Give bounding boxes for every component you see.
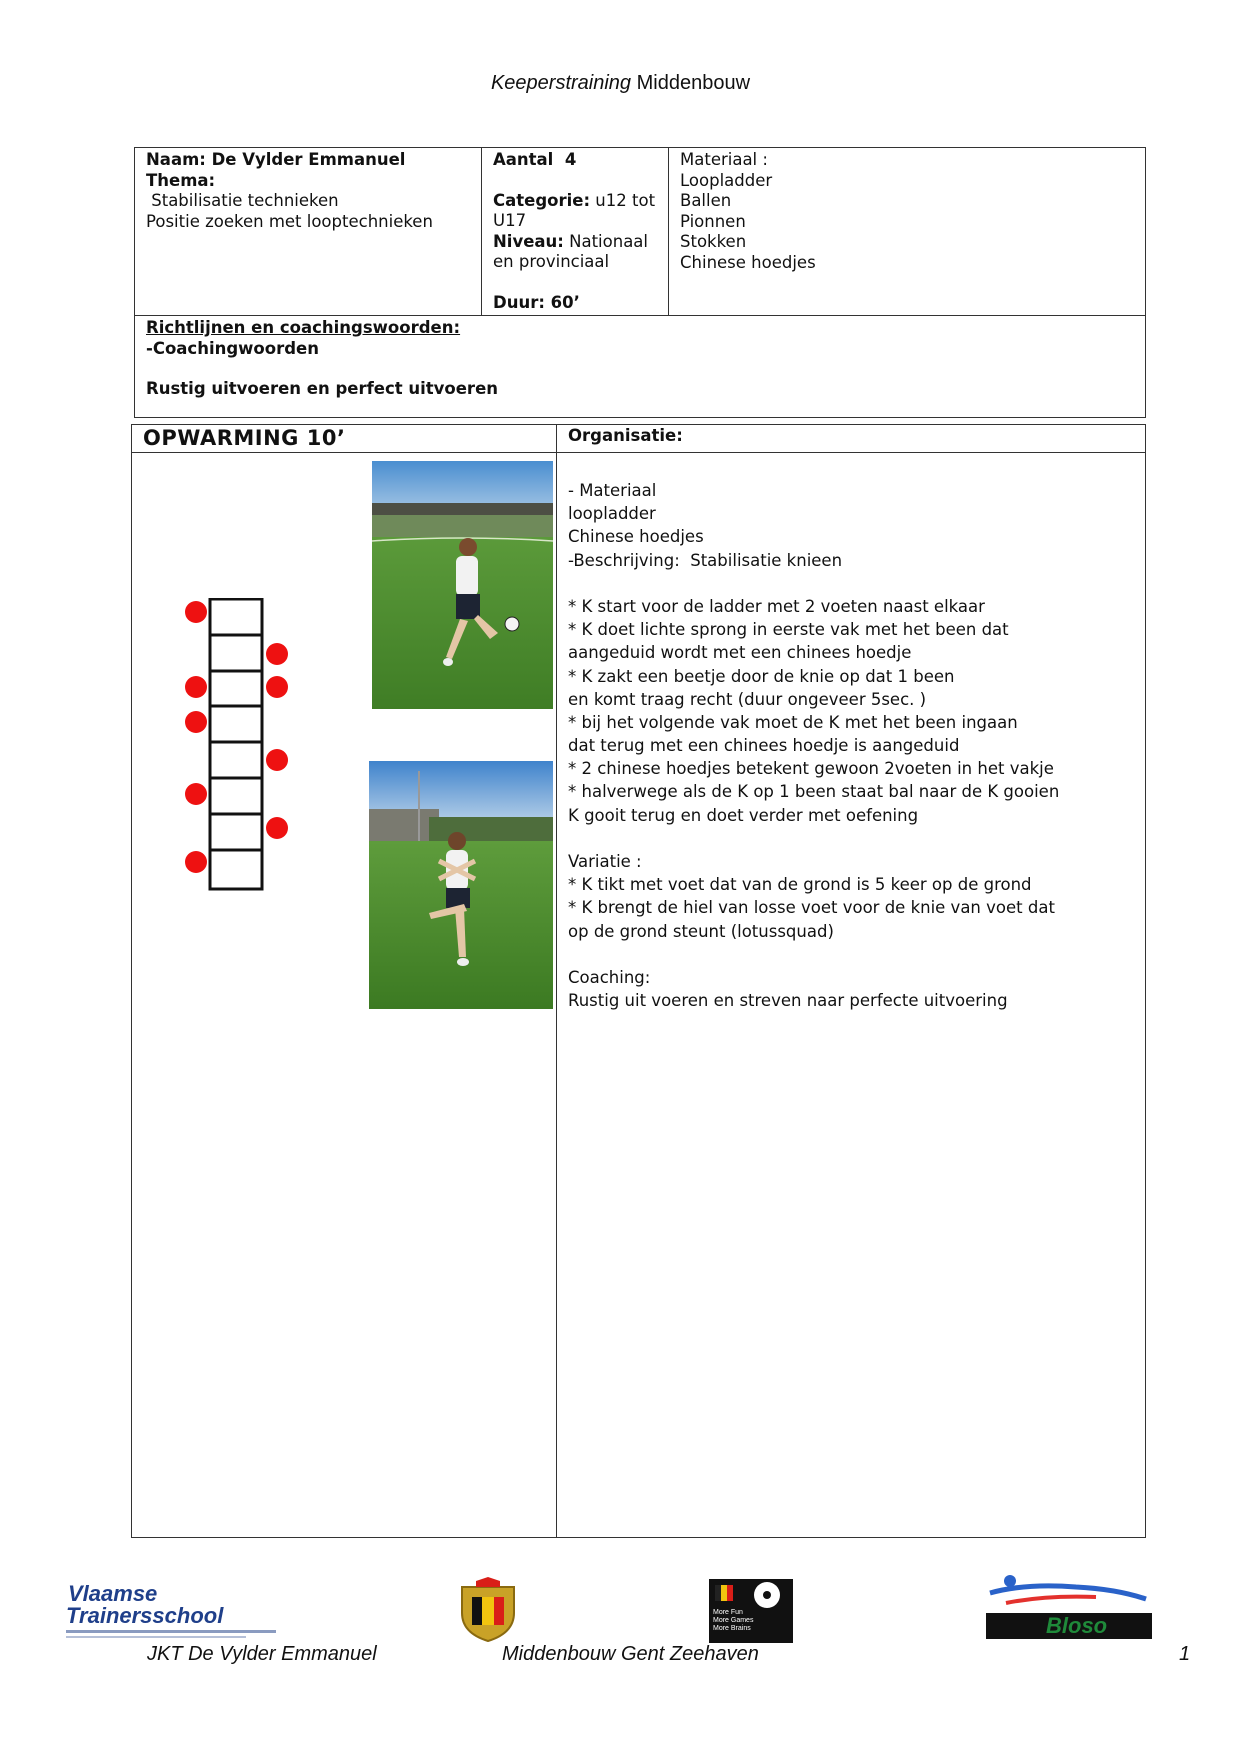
description-line: * K doet lichte sprong in eerste vak met het been dat [568,620,1009,640]
materiaal-item: Stokken [680,232,747,251]
description-line: aangeduid wordt met een chinees hoedje [568,643,912,663]
cone [185,783,207,805]
section-title-cell [132,425,557,453]
exercise-table [131,424,1146,1538]
description-line: * K tikt met voet dat van de grond is 5 keer op de grond [568,875,1032,895]
materiaal-item: Chinese hoedjes [680,252,816,272]
rbfa-crest-logo [452,1577,524,1647]
description-line: * K start voor de ladder met 2 voeten naast elkaar [568,596,985,616]
page-number: 1 [1179,1643,1191,1665]
niveau-label: Niveau: [493,231,564,251]
cone [185,711,207,733]
description-line: en komt traag recht (duur ongeveer 5sec. ) [568,689,927,709]
categorie-value: u12 tot [590,190,656,210]
description-line: loopladder [568,504,656,524]
description-line: * K brengt de hiel van losse voet voor de knie van voet dat [568,898,1055,918]
photo-lotus-squat [369,761,553,1009]
description-line: * bij het volgende vak moet de K met het been ingaan [568,712,1018,732]
description-line: dat terug met een chinees hoedje is aangeduid [568,736,960,756]
foot-education-logo [709,1579,793,1643]
materiaal-item: Loopladder [680,170,773,190]
guidelines-subtitle: -Coachingwoorden [146,338,319,358]
description-line: * 2 chinese hoedjes betekent gewoon 2voeten in het vakje [568,759,1054,779]
description-line: * K zakt een beetje door de knie op dat 1 been [568,666,955,686]
organisatie-label: Organisatie: [568,426,683,445]
cone [185,601,207,623]
ladder-diagram [180,598,290,893]
description-line: op de grond steunt (lotussquad) [568,921,834,941]
vlaamse-trainersschool-logo [66,1583,276,1638]
materiaal-item: Ballen [680,191,732,210]
header-title-rest: Middenbouw [636,72,751,94]
foot-line2: More Games [713,1617,754,1624]
categorie-label: Categorie: [493,190,591,210]
description-line [568,572,1134,595]
guidelines-title: Richtlijnen en coachingswoorden: [146,318,461,337]
categorie-value-2: U17 [493,211,527,230]
description-line: Coaching: [568,967,651,987]
header-title-italic: Keeperstraining [490,72,632,94]
vts-line2: Trainersschool [66,1603,224,1628]
description-line: K gooit terug en doet verder met oefening [568,805,919,825]
aantal-cell [482,148,669,316]
cones-group [185,601,288,873]
info-table [134,147,1146,418]
niveau-value: Nationaal [563,231,649,251]
cone [185,676,207,698]
duur-label: Duur: 60’ [493,292,580,312]
footer-author: JKT De Vylder Emmanuel [147,1643,377,1665]
materiaal-item: Pionnen [680,211,746,231]
naam-label: Naam: De Vylder Emmanuel [146,150,406,169]
cone [266,676,288,698]
cone [266,749,288,771]
thema-line-1: Stabilisatie technieken [146,191,339,210]
foot-line3: More Brains [713,1625,751,1632]
cone [185,851,207,873]
description-line: Variatie : [568,852,642,871]
niveau-value-2: en provinciaal [493,252,610,271]
description-line: Chinese hoedjes [568,527,704,547]
section-title: OPWARMING 10’ [143,426,346,450]
materiaal-cell [669,148,1146,316]
page-header [0,72,1241,95]
description-line: Rustig uit voeren en streven naar perfecte uitvoering [568,991,1008,1011]
foot-line1: More Fun [713,1609,743,1616]
description-line: * halverwege als de K op 1 been staat bal naar de K gooien [568,782,1060,802]
footer-location: Middenbouw Gent Zeehaven [502,1643,759,1665]
organisatie-header-cell [557,425,1146,453]
aantal-label: Aantal 4 [493,150,577,169]
vts-line1: Vlaamse [68,1581,158,1606]
description-line: -Beschrijving: Stabilisatie knieen [568,550,843,570]
ladder [210,599,262,889]
photo-kick [372,461,553,709]
description-line [568,943,1134,966]
description-line: - Materiaal [568,481,657,500]
thema-line-2: Positie zoeken met looptechnieken [146,211,433,231]
guidelines-text: Rustig uitvoeren en perfect uitvoeren [146,379,499,398]
naam-cell [135,148,482,316]
materiaal-title: Materiaal : [680,150,768,169]
bloso-text: Bloso [1046,1613,1108,1638]
thema-label: Thema: [146,170,216,190]
guidelines-cell [135,316,1146,418]
description-cell [557,453,1146,1538]
cone [266,643,288,665]
description-line [568,827,1134,850]
bloso-logo [986,1573,1152,1641]
description-body [557,453,1145,1012]
cone [266,817,288,839]
